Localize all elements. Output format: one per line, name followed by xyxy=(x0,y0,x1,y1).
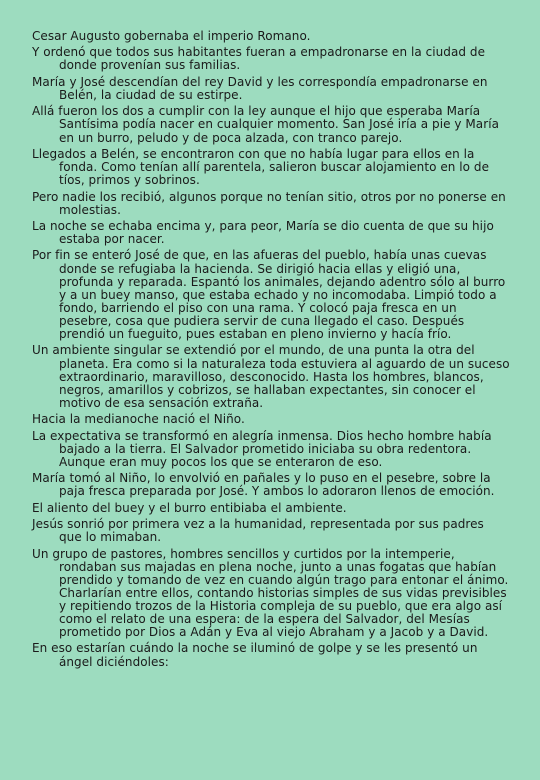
paragraph: Hacia la medianoche nació el Niño. xyxy=(32,412,245,427)
paragraph: Cesar Augusto gobernaba el imperio Romano. xyxy=(32,29,311,43)
paragraph: María y José descendían del rey David y les correspondía empadronarse en Belén, la ciudad de su estirpe. xyxy=(32,74,488,102)
paragraph: Llegados a Belén, se encontraron con que no había lugar para ellos en la fonda. Como tenían allí parentela, salieron buscar alojamiento en lo de tíos, primos y sobrinos. xyxy=(32,146,490,188)
paragraph: María tomó al Niño, lo envolvió en pañales y lo puso en el pesebre, sobre la paja fresca preparada por José. Y ambos lo adoraron llenos de emoción. xyxy=(32,471,495,499)
paragraph: Por fin se enteró José de que, en las afueras del pueblo, había unas cuevas donde se refugiaba la hacienda. Se dirigió hacia ellas y eligió una, profunda y reparada. Espantó los animales, dejando adentro sólo al burro y a un buey manso, que estaba echado y no incomodaba. Limpió todo a fondo, barriendo el piso con una rama. Y colocó paja fresca en un pesebre, cosa que pudiera servir de cuna llegado el caso. Después prendió un fueguito, pues estaban en pleno invierno y hacía frío. xyxy=(32,248,506,342)
story-text xyxy=(32,30,510,672)
paragraph: Un ambiente singular se extendió por el mundo, de una punta la otra del planeta. Era como si la naturaleza toda estuviera al aguardo de un suceso extraordinario, maravilloso, desconocido. Hasta los hombres, blancos, negros, amarillos y cobrizos, se hallaban expectantes, sin conocer el motivo de esa sensación extraña. xyxy=(32,343,510,410)
paragraph: La expectativa se transformó en alegría inmensa. Dios hecho hombre había bajado a la tierra. El Salvador prometido iniciaba su obra redentora. Aunque eran muy pocos los que se enteraron de eso. xyxy=(32,428,492,469)
paragraph: Jesús sonrió por primera vez a la humanidad, representada por sus padres que lo mimaban. xyxy=(32,517,484,545)
paragraph: El aliento del buey y el burro entibiaba el ambiente. xyxy=(32,500,347,515)
paragraph: La noche se echaba encima y, para peor, María se dio cuenta de que su hijo estaba por nacer. xyxy=(32,219,494,247)
paragraph: Allá fueron los dos a cumplir con la ley aunque el hijo que esperaba María Santísima podía nacer en cualquier momento. San José iría a pie y María en un burro, peludo y de poca alzada, con tranco parejo. xyxy=(32,104,499,145)
paragraph: En eso estarían cuándo la noche se iluminó de golpe y se les presentó un ángel diciéndoles: xyxy=(32,641,478,669)
paragraph: Un grupo de pastores, hombres sencillos y curtidos por la intemperie, rondaban sus majadas en plena noche, junto a unas fogatas que habían prendido y tomando de vez en cuando algún trago para entonar el ánimo. Charlarían entre ellos, contando historias simples de sus vidas previsibles y repitiendo trozos de la Historia compleja de su pueblo, que era algo así como el relato de una espera: de la espera del Salvador, del Mesías prometido por Dios a Adán y Eva al viejo Abraham y a Jacob y a David. xyxy=(32,546,509,640)
paragraph: Pero nadie los recibió, algunos porque no tenían sitio, otros por no ponerse en molestias. xyxy=(32,189,506,217)
paragraph: Y ordenó que todos sus habitantes fueran a empadronarse en la ciudad de donde provenían sus familias. xyxy=(32,45,486,73)
